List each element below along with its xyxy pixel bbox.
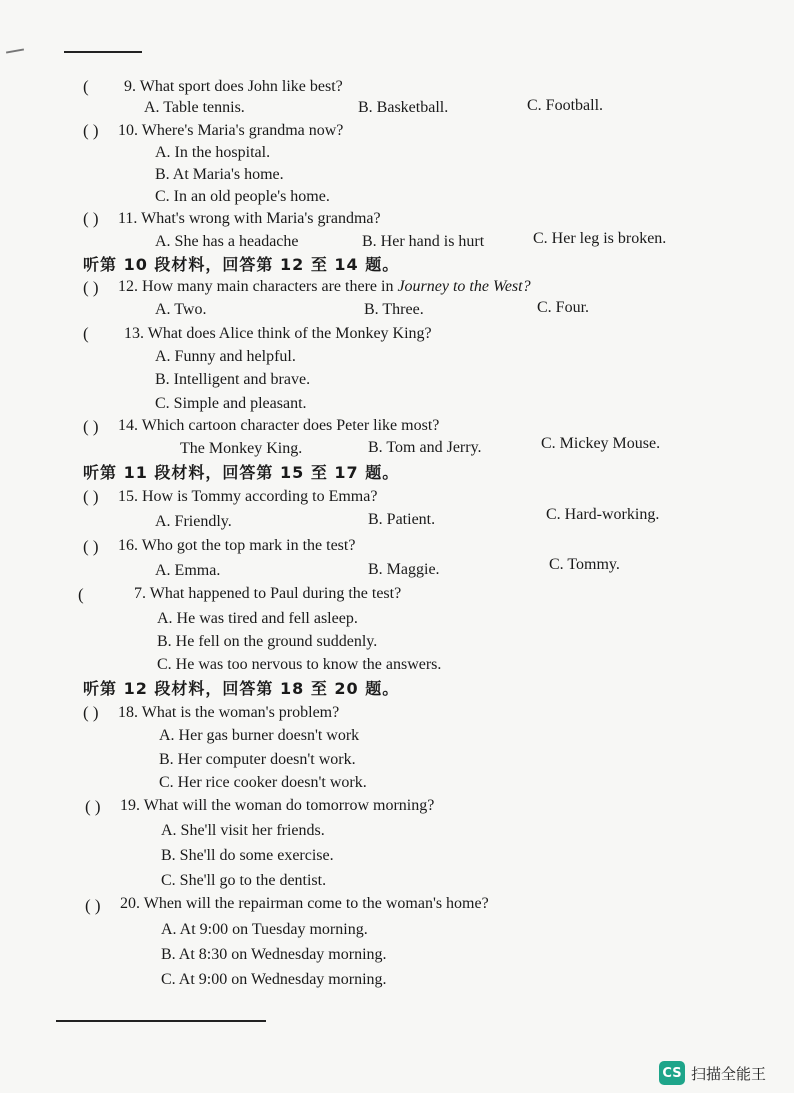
- book-title: Journey to the West?: [397, 278, 531, 295]
- answer-blank[interactable]: ( ): [83, 537, 99, 556]
- answer-blank[interactable]: ( ): [83, 209, 99, 228]
- option-a: A. Two.: [155, 301, 207, 318]
- answer-blank[interactable]: ( ): [83, 703, 99, 722]
- option-c: C. She'll go to the dentist.: [161, 872, 327, 889]
- answer-blank[interactable]: (: [83, 77, 89, 96]
- answer-blank[interactable]: ( ): [83, 278, 99, 297]
- option-c: C. He was too nervous to know the answers.: [157, 656, 442, 673]
- option-b: B. At 8:30 on Wednesday morning.: [161, 946, 387, 963]
- top-rule: [64, 51, 142, 53]
- option-b: B. Three.: [364, 301, 424, 318]
- camscanner-logo-icon: CS: [659, 1061, 685, 1085]
- scanner-watermark: [659, 1060, 766, 1086]
- option-b: B. Basketball.: [358, 99, 449, 116]
- answer-blank[interactable]: (: [78, 585, 84, 604]
- option-c: C. Football.: [527, 97, 604, 114]
- option-a: A. In the hospital.: [155, 144, 271, 161]
- option-a: A. At 9:00 on Tuesday morning.: [161, 921, 368, 938]
- question-9: 9. What sport does John like best?: [124, 78, 343, 95]
- section-heading: 听第 11 段材料，回答第 15 至 17 题。: [83, 463, 400, 482]
- answer-blank[interactable]: (: [83, 324, 89, 343]
- option-c: C. Her rice cooker doesn't work.: [159, 774, 367, 791]
- question-20: 20. When will the repairman come to the woman's home?: [120, 895, 489, 912]
- option-b: B. Her hand is hurt: [362, 233, 485, 250]
- option-c: C. Her leg is broken.: [533, 230, 667, 247]
- option-c: C. At 9:00 on Wednesday morning.: [161, 971, 387, 988]
- watermark-text: 扫描全能王: [691, 1064, 767, 1083]
- question-11: 11. What's wrong with Maria's grandma?: [118, 210, 381, 227]
- option-c: C. In an old people's home.: [155, 188, 330, 205]
- option-b: B. At Maria's home.: [155, 166, 284, 183]
- option-b: B. Tom and Jerry.: [368, 439, 482, 456]
- question-15: 15. How is Tommy according to Emma?: [118, 488, 378, 505]
- scan-mark: [6, 48, 24, 53]
- section-heading: 听第 10 段材料，回答第 12 至 14 题。: [83, 255, 400, 274]
- option-a: A. She has a headache: [155, 233, 299, 250]
- answer-blank[interactable]: ( ): [83, 487, 99, 506]
- question-18: 18. What is the woman's problem?: [118, 704, 340, 721]
- option-b: B. Maggie.: [368, 561, 440, 578]
- option-a: A. Table tennis.: [144, 99, 245, 116]
- option-a: A. He was tired and fell asleep.: [157, 610, 358, 627]
- question-16: 16. Who got the top mark in the test?: [118, 537, 356, 554]
- section-heading: 听第 12 段材料，回答第 18 至 20 题。: [83, 679, 400, 698]
- question-13: 13. What does Alice think of the Monkey King?: [124, 325, 432, 342]
- option-c: C. Simple and pleasant.: [155, 395, 307, 412]
- option-a: A. Her gas burner doesn't work: [159, 727, 360, 744]
- option-b: B. She'll do some exercise.: [161, 847, 334, 864]
- question-text: 12. How many main characters are there in: [118, 278, 394, 295]
- answer-blank[interactable]: ( ): [85, 797, 101, 816]
- bottom-rule: [56, 1020, 266, 1022]
- answer-blank[interactable]: ( ): [83, 121, 99, 140]
- option-c: C. Four.: [537, 299, 590, 316]
- option-b: B. Intelligent and brave.: [155, 371, 311, 388]
- option-c: C. Mickey Mouse.: [541, 435, 661, 452]
- question-17: 7. What happened to Paul during the test?: [134, 585, 402, 602]
- answer-blank[interactable]: ( ): [85, 896, 101, 915]
- option-a: The Monkey King.: [180, 440, 303, 457]
- option-b: B. He fell on the ground suddenly.: [157, 633, 378, 650]
- question-19: 19. What will the woman do tomorrow morning?: [120, 797, 435, 814]
- option-a: A. Funny and helpful.: [155, 348, 296, 365]
- option-c: C. Tommy.: [549, 556, 620, 573]
- option-c: C. Hard-working.: [546, 506, 660, 523]
- question-12: [118, 277, 531, 297]
- question-10: 10. Where's Maria's grandma now?: [118, 122, 344, 139]
- option-a: A. She'll visit her friends.: [161, 822, 325, 839]
- question-14: 14. Which cartoon character does Peter like most?: [118, 417, 440, 434]
- answer-blank[interactable]: ( ): [83, 417, 99, 436]
- option-a: A. Friendly.: [155, 513, 232, 530]
- option-b: B. Patient.: [368, 511, 436, 528]
- option-a: A. Emma.: [155, 562, 221, 579]
- option-b: B. Her computer doesn't work.: [159, 751, 356, 768]
